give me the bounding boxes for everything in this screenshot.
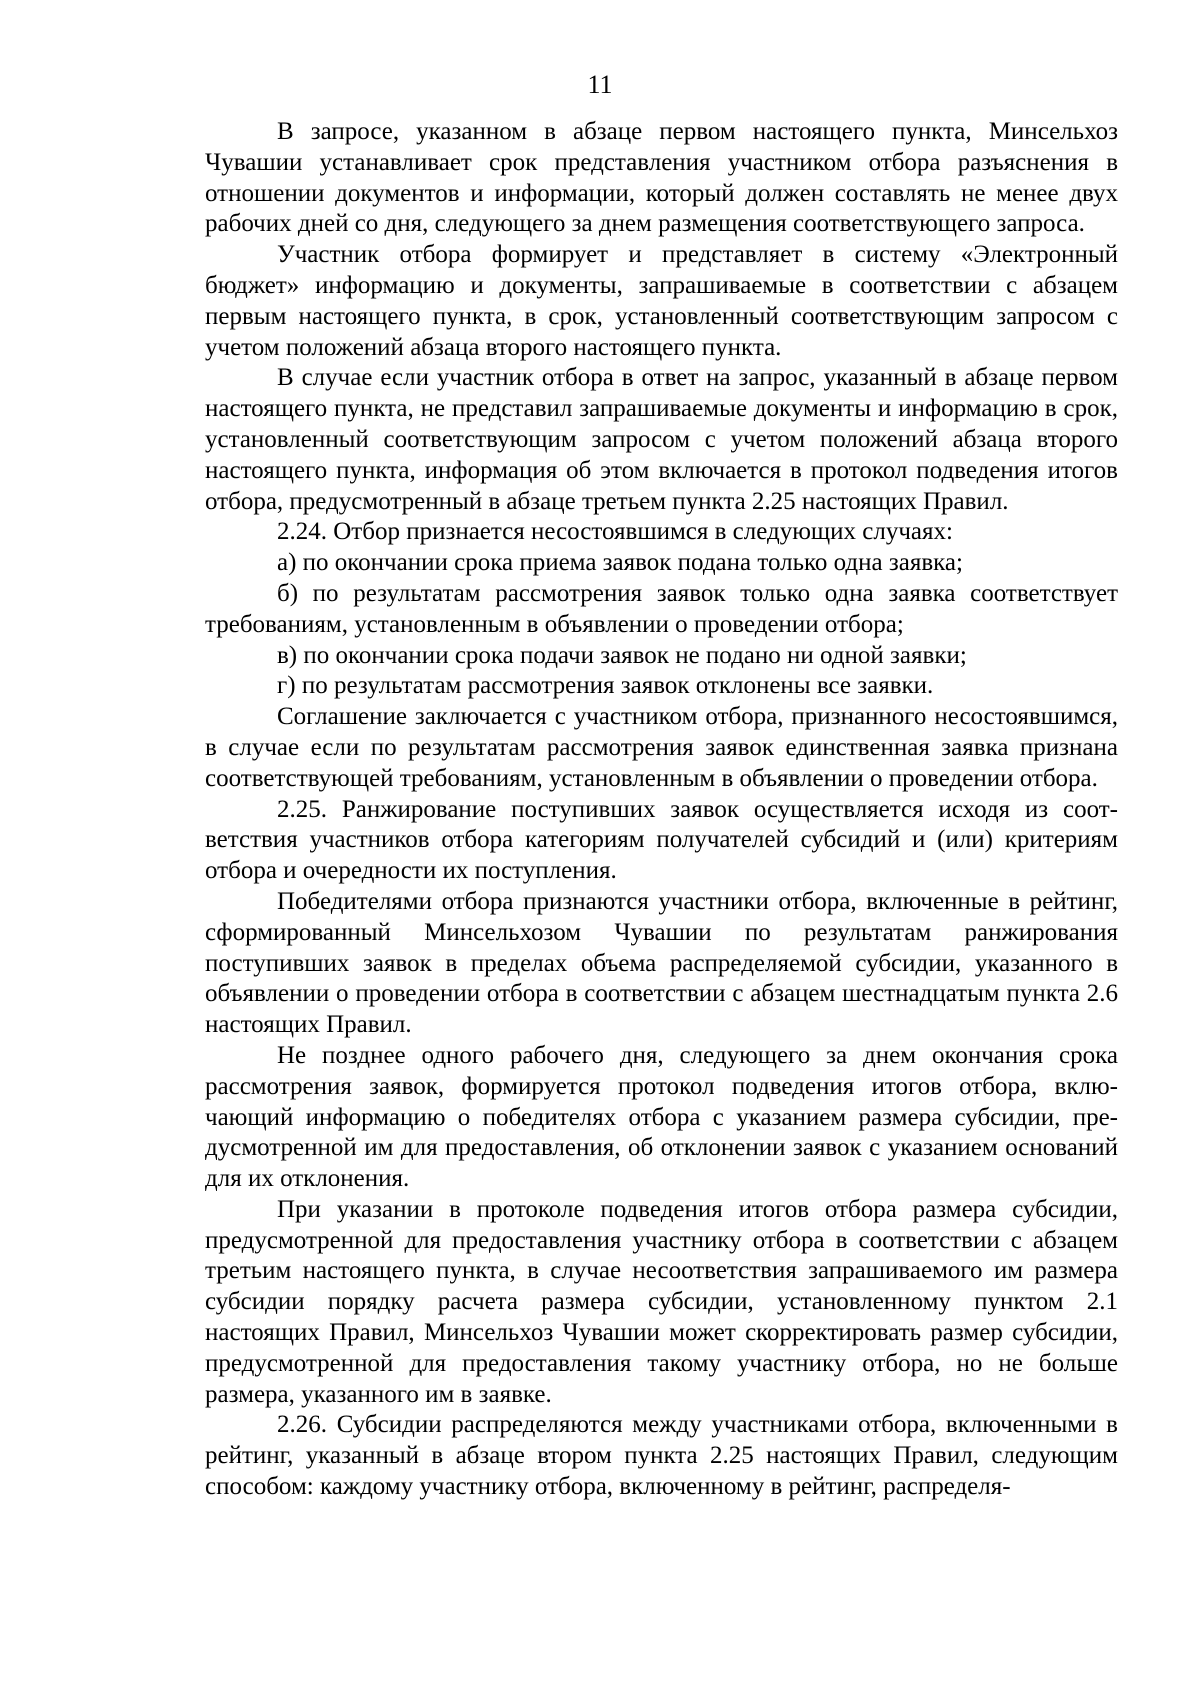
paragraph-2-24-v: в) по окончании срока подачи заявок не подано ни одной заявки; (277, 641, 967, 669)
paragraph-2-25-ranking: 2.25. Ранжирование поступивших заявок осуществляется исходя из соответствия участников отбора категориям получателей субсидий и (или) критериям отбора и очередности их поступления. (205, 795, 1118, 885)
paragraph-2-24-heading: 2.24. Отбор признается несостоявшимся в следующих случаях: (277, 518, 953, 546)
paragraph-agreement: Соглашение заключается с участником отбора, признанного несостоявшимся, в случае если по результатам рассмотрения заявок единственная заявка признана соответствующей требованиям, установленным в объявлении о проведении отбора. (205, 703, 1118, 792)
paragraph-2-24-g: г) по результатам рассмотрения заявок отклонены все заявки. (277, 672, 934, 700)
paragraph-2-24-a: а) по окончании срока приема заявок подана только одна заявка; (277, 549, 963, 577)
paragraph-2-26-distribution: 2.26. Субсидии распределяются между участниками отбора, включенными в рейтинг, указанный в абзаце втором пункта 2.25 настоящих Правил, следующим способом: каждому участнику отбора, включенному в рейтинг, распределя- (205, 1411, 1118, 1501)
paragraph-2-24-b: б) по результатам рассмотрения заявок только одна заявка соответствует требованиям, установленным в объявлении о проведении отбора; (205, 579, 1118, 638)
paragraph-protocol: Не позднее одного рабочего дня, следующего за днем окончания срока рассмотрения заявок, формируется протокол подведения итогов отбора, включающий информацию о победителях отбора с указанием размера субсидии, предусмотренной им для предоставления, об отклонении заявок с указанием оснований для их отклонения. (205, 1041, 1118, 1193)
paragraph-failure-to-respond: В случае если участник отбора в ответ на запрос, указанный в абзаце первом настоящего пункта, не представил запрашиваемые документы и информацию в срок, установленный соответствующим запросом с учетом положений абзаца второго настоящего пункта, информация об этом включается в протокол подведения итогов отбора, предусмотренный в абзаце третьем пункта 2.25 настоящих Правил. (205, 364, 1118, 515)
document-body (205, 117, 1118, 1503)
paragraph-participant-submits: Участник отбора формирует и представляет в систему «Электронный бюджет» информацию и документы, запрашиваемые в соответствии с абзацем первым настоящего пункта, в срок, установленный соответствующим запросом с учетом положений абзаца второго настоящего пункта. (205, 241, 1118, 361)
paragraph-winners: Победителями отбора признаются участники отбора, включенные в рейтинг, сформированный Минсельхозом Чувашии по результатам ранжирования поступивших заявок в пределах объема распределяемой субсидии, указанного в объявлении о проведении отбора в соответствии с абзацем шестнадцатым пункта 2.6 настоящих Правил. (205, 887, 1118, 1039)
page-number: 11 (587, 70, 613, 99)
paragraph-subsidy-adjustment: При указании в протоколе подведения итогов отбора размера субсидии, предусмотренной для предоставления участнику отбора в соответствии с абзацем третьим настоящего пункта, в случае несоответствия запрашиваемого им размера субсидии порядку расчета размера субсидии, установленному пунктом 2.1 настоящих Правил, Минсельхоз Чувашии может скорректировать размер субсидии, предусмотренной для предоставления такому участнику отбора, но не больше размера, указанного им в заявке. (205, 1195, 1118, 1408)
paragraph-request-deadline: В запросе, указанном в абзаце первом настоящего пункта, Минсельхоз Чувашии устанавливает срок представления участником отбора разъяснения в отношении документов и информации, который должен составлять не менее двух рабочих дней со дня, следующего за днем размещения соответствующего запроса. (205, 118, 1118, 238)
